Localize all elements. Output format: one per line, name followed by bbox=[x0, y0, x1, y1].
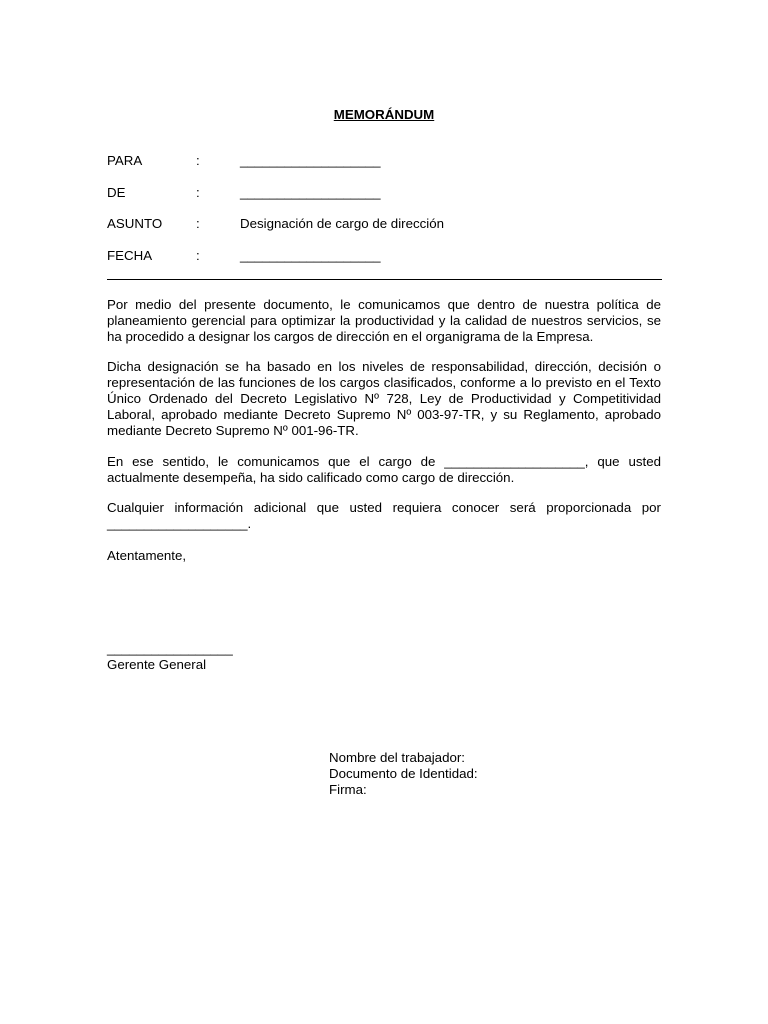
body-paragraph-3: En ese sentido, le comunicamos que el cargo de ___________________, que usted actualmente desempeña, ha sido calificado como cargo de dirección. bbox=[107, 454, 661, 485]
closing-salutation: Atentamente, bbox=[107, 548, 187, 563]
body-paragraph-4: Cualquier información adicional que usted requiera conocer será proporcionada por ___________________. bbox=[107, 500, 661, 531]
header-row-fecha bbox=[107, 248, 662, 266]
body-paragraph-2: Dicha designación se ha basado en los niveles de responsabilidad, dirección, decisión o representación de las funciones de los cargos clasificados, conforme a lo previsto en el Texto Único Ordenado del Decreto Legislativo Nº 728, Ley de Productividad y Competitividad Laboral, aprobado mediante Decreto Supremo Nº 003-97-TR, y su Reglamento, aprobado mediante Decreto Supremo Nº 001-96-TR. bbox=[107, 359, 661, 438]
worker-id-label: Documento de Identidad: bbox=[329, 766, 478, 781]
de-colon: : bbox=[196, 185, 200, 200]
worker-name-label: Nombre del trabajador: bbox=[329, 750, 465, 765]
signature-title: Gerente General bbox=[107, 657, 207, 672]
fecha-colon: : bbox=[196, 248, 200, 263]
fecha-value: ___________________ bbox=[240, 248, 381, 263]
signature-line: _________________ bbox=[107, 641, 233, 656]
para-label: PARA bbox=[107, 153, 143, 168]
asunto-label: ASUNTO bbox=[107, 216, 163, 231]
de-value: ___________________ bbox=[240, 185, 381, 200]
para-colon: : bbox=[196, 153, 200, 168]
header-divider bbox=[107, 279, 662, 280]
header-row-asunto bbox=[107, 216, 662, 234]
para-value: ___________________ bbox=[240, 153, 381, 168]
header-row-de bbox=[107, 185, 662, 203]
asunto-value: Designación de cargo de dirección bbox=[240, 216, 445, 231]
header-row-para bbox=[107, 153, 662, 171]
de-label: DE bbox=[107, 185, 126, 200]
asunto-colon: : bbox=[196, 216, 200, 231]
fecha-label: FECHA bbox=[107, 248, 153, 263]
body-paragraph-1: Por medio del presente documento, le comunicamos que dentro de nuestra política de planeamiento gerencial para optimizar la productividad y la calidad de nuestros servicios, se ha procedido a designar los cargos de dirección en el organigrama de la Empresa. bbox=[107, 297, 661, 344]
worker-signature-label: Firma: bbox=[329, 782, 367, 797]
memo-title: MEMORÁNDUM bbox=[333, 107, 435, 122]
